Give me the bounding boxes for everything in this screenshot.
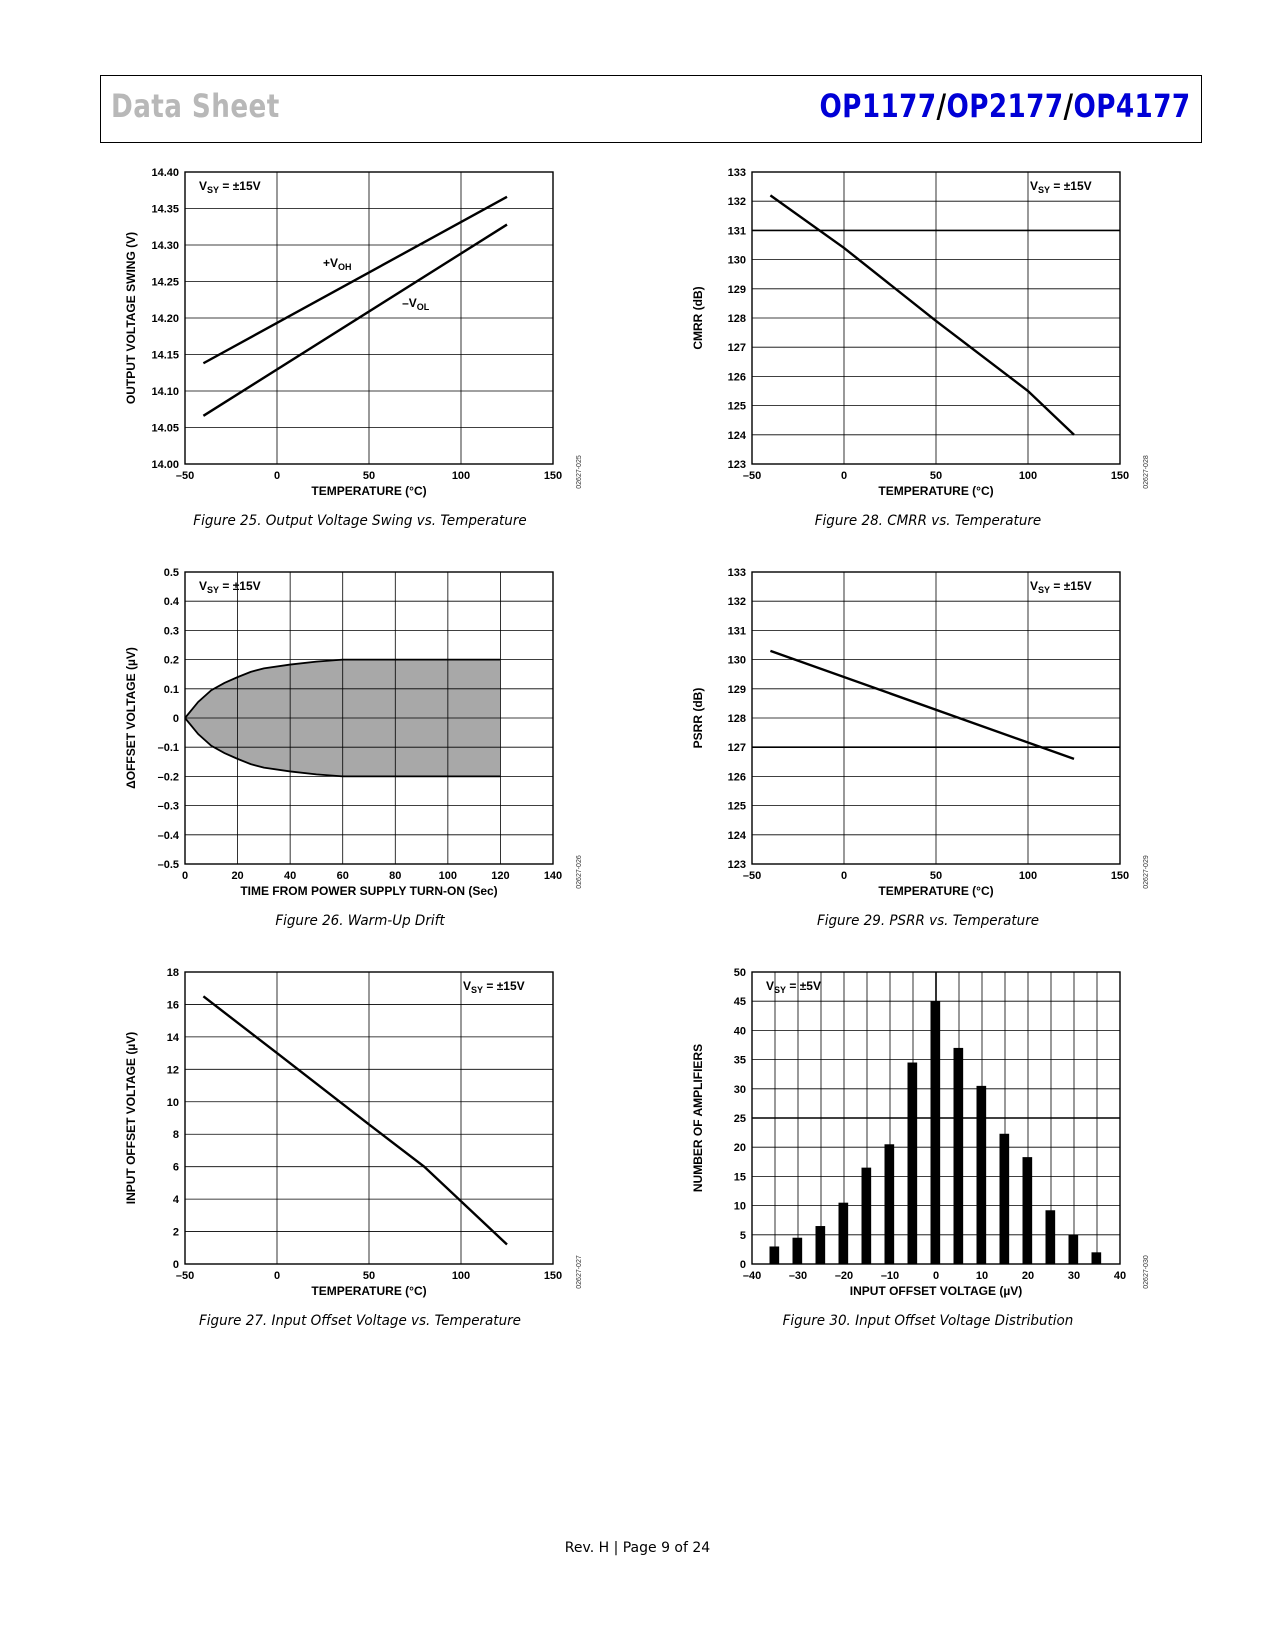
y-tick-label: 125 bbox=[727, 400, 746, 413]
figure-caption: Figure 26. Warm-Up Drift bbox=[275, 913, 445, 929]
histogram-bar bbox=[1023, 1157, 1033, 1264]
y-axis-label: PSRR (dB) bbox=[691, 687, 705, 749]
y-tick-label: –0.3 bbox=[157, 800, 179, 813]
histogram-bar bbox=[1069, 1235, 1079, 1264]
x-tick-label: 50 bbox=[929, 470, 943, 482]
y-tick-label: 0.1 bbox=[163, 683, 179, 696]
y-tick-label: –0.1 bbox=[157, 742, 179, 755]
condition-label: $V_{SY} = \pm 15V$ bbox=[199, 179, 261, 195]
series-line bbox=[203, 197, 507, 363]
y-tick-label: 40 bbox=[733, 1025, 746, 1038]
y-tick-label: 132 bbox=[727, 196, 746, 209]
y-axis-label: NUMBER OF AMPLIFIERS bbox=[691, 1043, 705, 1193]
x-axis-label: INPUT OFFSET VOLTAGE (µV) bbox=[849, 1284, 1023, 1298]
condition-label: $V_{SY} = \pm 15V$ bbox=[1030, 579, 1092, 595]
x-tick-label: 100 bbox=[451, 1270, 471, 1282]
x-tick-label: 0 bbox=[181, 870, 189, 882]
x-tick-label: 0 bbox=[840, 470, 848, 482]
y-tick-label: 123 bbox=[727, 459, 746, 471]
y-tick-label: 45 bbox=[733, 996, 746, 1009]
chart-psrr-vs-temp bbox=[682, 552, 1160, 914]
condition-label: $V_{SY} = \pm 15V$ bbox=[1030, 179, 1092, 195]
plot-area bbox=[124, 167, 583, 498]
x-tick-label: –50 bbox=[742, 870, 762, 882]
y-tick-label: 10 bbox=[733, 1200, 746, 1213]
x-tick-label: 0 bbox=[932, 1270, 940, 1282]
condition-label: $V_{SY} = \pm 15V$ bbox=[463, 979, 525, 995]
y-tick-label: 0 bbox=[172, 1259, 179, 1271]
y-tick-label: –0.2 bbox=[157, 771, 179, 784]
x-tick-label: 100 bbox=[1018, 470, 1038, 482]
doc-type-title: Data Sheet bbox=[111, 87, 280, 125]
figure-code: 02627-025 bbox=[576, 455, 583, 489]
condition-label: $V_{SY} = \pm 15V$ bbox=[199, 579, 261, 595]
y-tick-label: 131 bbox=[727, 625, 746, 638]
plot-area bbox=[691, 567, 1150, 898]
figure-code: 02627-026 bbox=[576, 855, 583, 889]
y-tick-label: 14.35 bbox=[151, 203, 179, 216]
y-tick-label: 0.5 bbox=[163, 567, 179, 579]
x-axis-label: TEMPERATURE (°C) bbox=[311, 484, 427, 498]
y-tick-label: –0.4 bbox=[157, 829, 179, 842]
figure-caption: Figure 30. Input Offset Voltage Distribution bbox=[782, 1313, 1074, 1329]
y-tick-label: 14.15 bbox=[151, 349, 179, 362]
y-tick-label: 8 bbox=[172, 1129, 179, 1142]
x-tick-label: –50 bbox=[742, 470, 762, 482]
x-tick-label: 150 bbox=[543, 1270, 563, 1282]
figure-code: 02627-029 bbox=[1143, 855, 1150, 889]
x-axis-label: TIME FROM POWER SUPPLY TURN-ON (Sec) bbox=[240, 884, 498, 898]
y-tick-label: 25 bbox=[733, 1113, 746, 1125]
part-separator: / bbox=[1063, 87, 1074, 125]
y-tick-label: 14.25 bbox=[151, 276, 179, 289]
x-tick-label: –50 bbox=[175, 1270, 195, 1282]
figure-caption: Figure 27. Input Offset Voltage vs. Temperature bbox=[199, 1313, 521, 1329]
y-tick-label: 130 bbox=[727, 654, 746, 667]
histogram-bar bbox=[1046, 1210, 1056, 1264]
y-tick-label: 0 bbox=[172, 713, 179, 725]
part-link-op4177[interactable]: OP4177 bbox=[1073, 87, 1191, 125]
histogram-bar bbox=[908, 1063, 918, 1264]
y-tick-label: 125 bbox=[727, 800, 746, 813]
figure-caption: Figure 25. Output Voltage Swing vs. Temperature bbox=[193, 513, 527, 529]
plot-area bbox=[124, 567, 583, 898]
x-tick-label: –20 bbox=[834, 1270, 854, 1282]
series-annotation: $+V_{OH}$ bbox=[323, 255, 352, 272]
x-tick-label: 80 bbox=[389, 870, 402, 882]
chart-offset-distribution bbox=[682, 952, 1160, 1314]
y-tick-label: 131 bbox=[727, 225, 746, 238]
y-tick-label: 124 bbox=[727, 429, 746, 442]
chart-input-offset-vs-temp bbox=[115, 952, 593, 1314]
x-tick-label: 150 bbox=[1110, 470, 1130, 482]
histogram-bar bbox=[977, 1086, 987, 1264]
x-tick-label: 10 bbox=[975, 1270, 989, 1282]
condition-label: $V_{SY} = \pm 5V$ bbox=[766, 979, 821, 995]
x-tick-label: 30 bbox=[1067, 1270, 1081, 1282]
y-tick-label: 126 bbox=[727, 371, 746, 384]
part-link-op1177[interactable]: OP1177 bbox=[819, 87, 937, 125]
figure-caption: Figure 28. CMRR vs. Temperature bbox=[814, 513, 1042, 529]
y-tick-label: 0.3 bbox=[163, 625, 179, 638]
histogram-bar bbox=[793, 1238, 803, 1264]
x-tick-label: 20 bbox=[231, 870, 244, 882]
y-tick-label: 50 bbox=[733, 967, 746, 979]
x-tick-label: –30 bbox=[788, 1270, 808, 1282]
figure-code: 02627-030 bbox=[1143, 1255, 1150, 1289]
y-tick-label: 0 bbox=[739, 1259, 746, 1271]
y-tick-label: 14.40 bbox=[151, 167, 179, 179]
part-numbers bbox=[820, 87, 1191, 125]
y-tick-label: 6 bbox=[172, 1161, 179, 1174]
chart-cmrr-vs-temp bbox=[682, 152, 1160, 514]
y-tick-label: 12 bbox=[166, 1064, 179, 1077]
histogram-bar bbox=[954, 1048, 964, 1264]
y-tick-label: –0.5 bbox=[157, 859, 179, 871]
y-tick-label: 127 bbox=[727, 342, 746, 355]
figure-caption: Figure 29. PSRR vs. Temperature bbox=[816, 913, 1040, 929]
x-tick-label: 40 bbox=[1113, 1270, 1127, 1282]
x-tick-label: 0 bbox=[273, 470, 281, 482]
figure-code: 02627-027 bbox=[576, 1255, 583, 1289]
y-tick-label: 30 bbox=[733, 1083, 746, 1096]
x-tick-label: –10 bbox=[880, 1270, 900, 1282]
x-tick-label: 100 bbox=[438, 870, 458, 882]
y-tick-label: 127 bbox=[727, 742, 746, 755]
histogram-bar bbox=[816, 1226, 826, 1264]
x-tick-label: 20 bbox=[1021, 1270, 1035, 1282]
x-tick-label: 40 bbox=[284, 870, 297, 882]
y-tick-label: 4 bbox=[172, 1194, 179, 1207]
x-tick-label: 0 bbox=[273, 1270, 281, 1282]
y-tick-label: 123 bbox=[727, 859, 746, 871]
y-tick-label: 129 bbox=[727, 683, 746, 696]
y-tick-label: 10 bbox=[166, 1096, 179, 1109]
y-tick-label: 14.20 bbox=[151, 313, 179, 325]
x-tick-label: 50 bbox=[362, 470, 376, 482]
y-tick-label: 128 bbox=[727, 313, 746, 325]
y-axis-label: INPUT OFFSET VOLTAGE (µV) bbox=[124, 1031, 138, 1205]
x-tick-label: 150 bbox=[543, 470, 563, 482]
x-axis-label: TEMPERATURE (°C) bbox=[878, 484, 994, 498]
histogram-bar bbox=[770, 1246, 780, 1264]
y-tick-label: 132 bbox=[727, 596, 746, 609]
y-tick-label: 15 bbox=[733, 1171, 746, 1184]
series-line bbox=[203, 996, 507, 1244]
page-header bbox=[100, 75, 1202, 143]
series-line bbox=[770, 195, 1074, 434]
y-tick-label: 14.10 bbox=[151, 386, 179, 398]
x-tick-label: 100 bbox=[1018, 870, 1038, 882]
y-tick-label: 5 bbox=[739, 1229, 746, 1242]
x-tick-label: 100 bbox=[451, 470, 471, 482]
part-separator: / bbox=[936, 87, 947, 125]
y-tick-label: 124 bbox=[727, 829, 746, 842]
plot-area bbox=[124, 967, 583, 1298]
y-tick-label: 129 bbox=[727, 283, 746, 296]
y-axis-label: OUTPUT VOLTAGE SWING (V) bbox=[124, 231, 138, 405]
x-axis-label: TEMPERATURE (°C) bbox=[311, 1284, 427, 1298]
y-tick-label: 18 bbox=[166, 967, 179, 979]
y-tick-label: 128 bbox=[727, 713, 746, 725]
y-tick-label: 133 bbox=[727, 567, 746, 579]
y-tick-label: 133 bbox=[727, 167, 746, 179]
x-tick-label: 50 bbox=[362, 1270, 376, 1282]
y-tick-label: 126 bbox=[727, 771, 746, 784]
series-line bbox=[770, 651, 1074, 759]
y-tick-label: 2 bbox=[172, 1226, 179, 1239]
series-line bbox=[203, 225, 507, 416]
y-tick-label: 16 bbox=[166, 999, 179, 1012]
x-tick-label: 60 bbox=[336, 870, 349, 882]
chart-warm-up-drift bbox=[115, 552, 593, 914]
y-tick-label: 14.00 bbox=[151, 459, 179, 471]
y-tick-label: 0.2 bbox=[163, 654, 179, 667]
x-tick-label: 50 bbox=[929, 870, 943, 882]
y-axis-label: ΔOFFSET VOLTAGE (µV) bbox=[124, 647, 138, 789]
y-tick-label: 0.4 bbox=[163, 596, 179, 609]
x-tick-label: 120 bbox=[491, 870, 510, 882]
histogram-bar bbox=[862, 1168, 872, 1264]
y-tick-label: 14.30 bbox=[151, 240, 179, 252]
histogram-bar bbox=[839, 1203, 849, 1264]
x-tick-label: –50 bbox=[175, 470, 195, 482]
series-annotation: $-V_{OL}$ bbox=[402, 296, 430, 313]
plot-area bbox=[691, 167, 1150, 498]
x-tick-label: 150 bbox=[1110, 870, 1130, 882]
figure-code: 02627-028 bbox=[1143, 455, 1150, 489]
x-tick-label: 0 bbox=[840, 870, 848, 882]
y-tick-label: 14.05 bbox=[151, 422, 179, 435]
chart-output-voltage-swing bbox=[115, 152, 593, 514]
histogram-bar bbox=[885, 1144, 895, 1264]
y-tick-label: 35 bbox=[733, 1054, 746, 1067]
x-axis-label: TEMPERATURE (°C) bbox=[878, 884, 994, 898]
y-tick-label: 20 bbox=[733, 1142, 746, 1155]
y-tick-label: 14 bbox=[166, 1031, 179, 1044]
plot-area bbox=[691, 967, 1150, 1298]
histogram-bar bbox=[1092, 1252, 1102, 1264]
page-footer: Rev. H | Page 9 of 24 bbox=[564, 1540, 711, 1556]
part-link-op2177[interactable]: OP2177 bbox=[946, 87, 1064, 125]
y-tick-label: 130 bbox=[727, 254, 746, 267]
histogram-bar bbox=[1000, 1134, 1010, 1264]
y-axis-label: CMRR (dB) bbox=[691, 286, 705, 350]
x-tick-label: 140 bbox=[543, 870, 563, 882]
x-tick-label: –40 bbox=[742, 1270, 762, 1282]
